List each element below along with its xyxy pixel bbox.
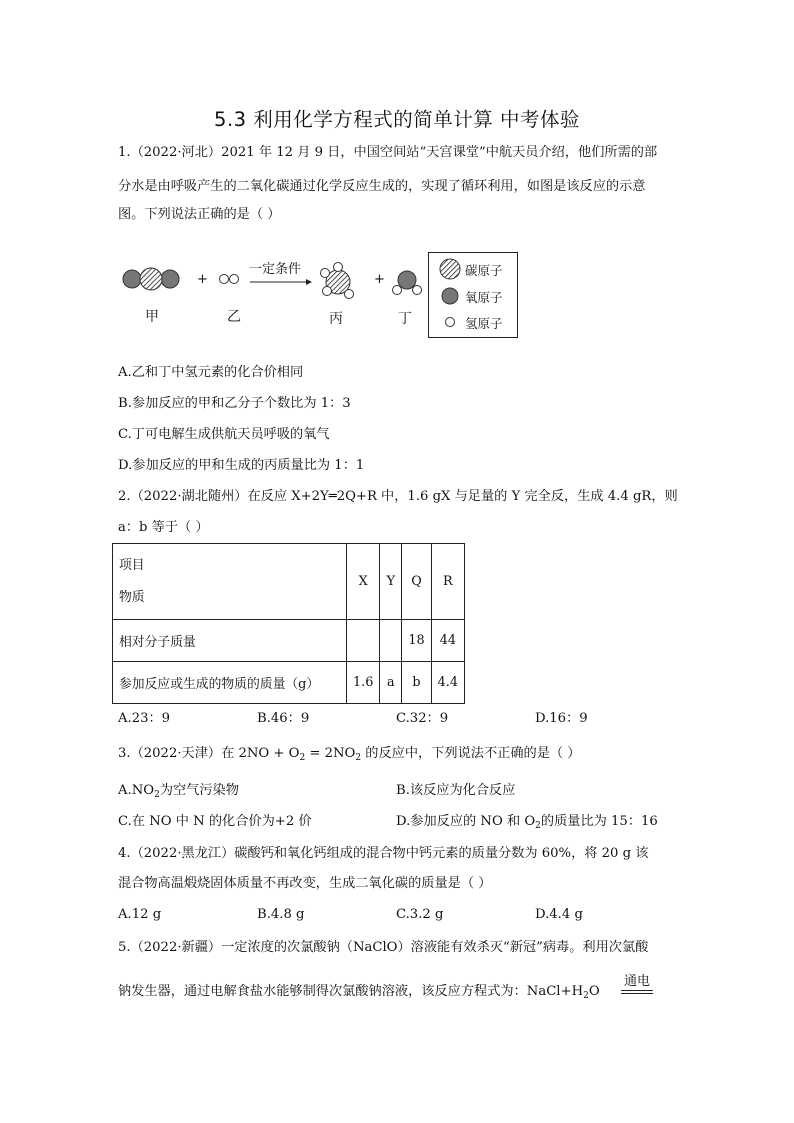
reaction-arrow: [250, 279, 312, 285]
reaction-condition: 一定条件: [249, 262, 302, 277]
subscript: 2: [299, 753, 306, 763]
q1-option-d: D.参加反应的甲和生成的丙质量比为 1：1: [118, 458, 365, 473]
subscript: 2: [535, 821, 541, 831]
label-ding: 丁: [398, 311, 412, 327]
q5-stem-line-2: [118, 983, 600, 1005]
q4-option-a: A.12 g: [118, 907, 162, 922]
table-header-cell: [113, 544, 347, 620]
subscript: 2: [583, 991, 589, 1001]
table-cell: 4.4: [431, 662, 464, 704]
q2-option-b: B.46：9: [257, 711, 310, 726]
q1-option-c: C.丁可电解生成供航天员呼吸的氧气: [118, 427, 330, 442]
equals-line-top: [621, 990, 653, 991]
q3-stem-part-1: 3.（2022·天津）在 2NO + O: [118, 746, 300, 761]
legend-hydrogen: 氢原子: [465, 316, 503, 331]
q1-stem-line-3: 图。下列说法正确的是（ ）: [118, 207, 281, 222]
atom-legend: [428, 252, 518, 338]
q2-data-table: [112, 543, 465, 704]
plus-sign-2: +: [374, 272, 385, 287]
column-r: R: [431, 544, 464, 620]
table-cell: a: [380, 662, 402, 704]
column-q: Q: [402, 544, 431, 620]
label-jia: 甲: [145, 309, 159, 325]
legend-oxygen: 氧原子: [465, 290, 503, 305]
q1-stem-line-1: 1.（2022·河北）2021 年 12 月 9 日，中国空间站“天宫课堂”中航天员介绍，他们所需的部: [118, 145, 658, 160]
molecule-yi-h2: [220, 275, 239, 284]
q3-stem-part-3: 的反应中，下列说法不正确的是（ ）: [361, 746, 581, 761]
q4-option-c: C.3.2 g: [396, 907, 444, 922]
molecule-ding-h2o: [393, 271, 422, 295]
equals-line-bottom: [621, 993, 653, 994]
q1-stem-line-2: 分水是由呼吸产生的二氧化碳通过化学反应生成的，实现了循环利用，如图是该反应的示意: [118, 179, 646, 194]
table-row: [113, 620, 465, 662]
q3-stem: [118, 745, 581, 767]
subscript: 2: [355, 753, 362, 763]
q3-option-a: [118, 782, 239, 804]
q2-stem-line-2: a：b 等于（ ）: [118, 520, 209, 535]
q4-stem-line-1: 4.（2022·黑龙江）碳酸钙和氧化钙组成的混合物中钙元素的质量分数为 60%，将 20 g 该: [118, 846, 649, 861]
column-x: X: [347, 544, 380, 620]
header-top-label: 项目: [119, 557, 145, 573]
hydrogen-atom-icon: [446, 318, 455, 327]
q3-option-d-part-1: D.参加反应的 NO 和 O: [396, 814, 536, 829]
q3-option-d: [396, 813, 658, 835]
table-cell: 18: [402, 620, 431, 662]
subscript: 2: [154, 790, 160, 800]
carbon-atom-icon: [440, 259, 460, 279]
q3-option-a-part-1: A.NO: [118, 783, 155, 798]
label-bing: 丙: [329, 311, 343, 327]
q1-option-b: B.参加反应的甲和乙分子个数比为 1：3: [118, 396, 351, 411]
q3-option-d-part-2: 的质量比为 15：16: [540, 814, 658, 829]
plus-sign-1: +: [197, 272, 208, 287]
legend-carbon: 碳原子: [465, 263, 503, 278]
electrolysis-condition: 通电: [624, 974, 651, 989]
q4-stem-line-2: 混合物高温煅烧固体质量不再改变，生成二氧化碳的质量是（ ）: [118, 876, 492, 891]
molecule-jia-co2: [123, 268, 179, 290]
q3-stem-part-2: = 2NO: [305, 746, 356, 761]
q3-option-c: C.在 NO 中 N 的化合价为+2 价: [118, 814, 312, 829]
header-bottom-label: 物质: [119, 589, 145, 605]
table-cell: 44: [431, 620, 464, 662]
table-cell: [347, 620, 380, 662]
table-cell: 1.6: [347, 662, 380, 704]
q5-stem-line-2-part-1: 钠发生器，通过电解食盐水能够制得次氯酸钠溶液，该反应方程式为：NaCl+H: [118, 984, 584, 999]
table-cell: [380, 620, 402, 662]
q3-option-b: B.该反应为化合反应: [396, 783, 516, 798]
molecule-bing-ch4: [321, 263, 354, 299]
row-label: 相对分子质量: [113, 620, 347, 662]
q2-option-d: D.16：9: [535, 711, 588, 726]
q5-stem-line-1: 5.（2022·新疆）一定浓度的次氯酸钠（NaClO）溶液能有效杀灭“新冠”病毒。利用次氯酸: [118, 940, 649, 955]
page-title: 5.3 利用化学方程式的简单计算 中考体验: [214, 108, 580, 131]
label-yi: 乙: [227, 309, 241, 325]
q2-option-a: A.23：9: [118, 711, 171, 726]
q5-stem-line-2-part-2: O: [588, 984, 600, 999]
row-label: 参加反应或生成的物质的质量（g）: [113, 662, 347, 704]
q4-option-b: B.4.8 g: [257, 907, 305, 922]
table-cell: b: [402, 662, 431, 704]
q2-stem-line-1: 2.（2022·湖北随州）在反应 X+2Y═2Q+R 中，1.6 gX 与足量的 Y 完全反，生成 4.4 gR，则: [118, 489, 678, 504]
q3-option-a-part-2: 为空气污染物: [159, 783, 239, 798]
oxygen-atom-icon: [442, 288, 458, 304]
column-y: Y: [380, 544, 402, 620]
q1-option-a: A.乙和丁中氢元素的化合价相同: [118, 365, 304, 380]
q2-option-c: C.32：9: [396, 711, 449, 726]
table-row: [113, 662, 465, 704]
q4-option-d: D.4.4 g: [535, 907, 583, 922]
